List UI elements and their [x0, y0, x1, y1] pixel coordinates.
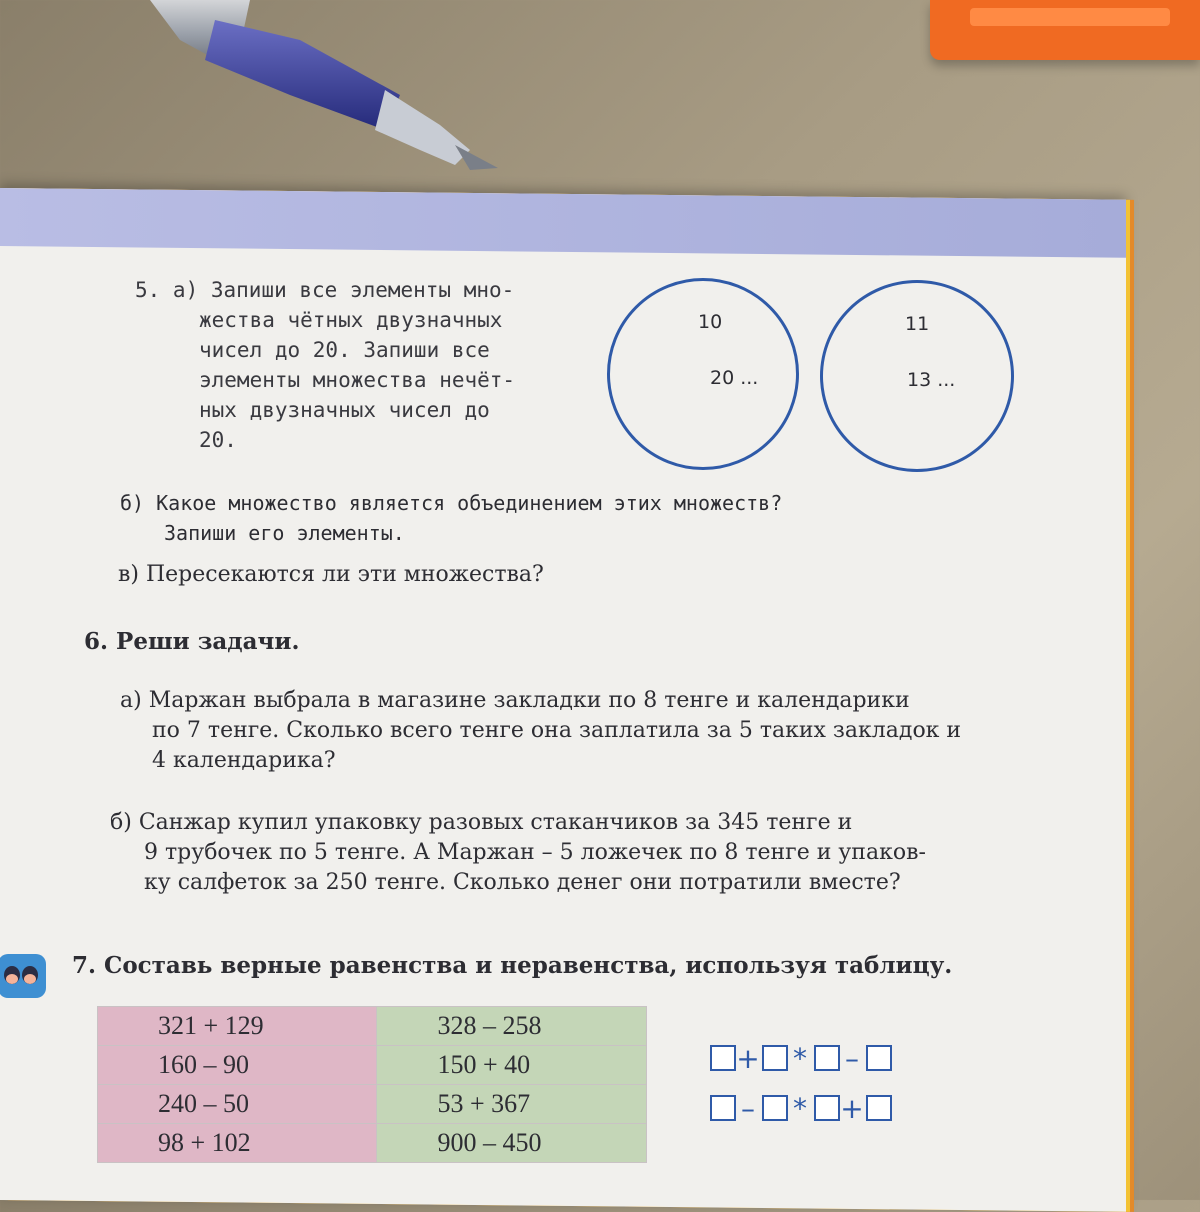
table-row — [98, 1085, 647, 1124]
operator: + — [736, 1042, 762, 1075]
page-header-band — [0, 188, 1126, 258]
operator: – — [845, 1042, 861, 1075]
operator: * — [793, 1092, 809, 1125]
task6-a-text — [120, 686, 1040, 776]
pair-work-icon — [0, 954, 46, 998]
blank-box — [814, 1045, 840, 1071]
blank-box — [710, 1095, 736, 1121]
task6-b-line: ку салфеток за 250 тенге. Сколько денег они потратили вместе? — [144, 870, 901, 895]
even-set-bottom-value: 20 ... — [710, 367, 759, 389]
blank-box — [866, 1095, 892, 1121]
task5-a-line: жества чётных двузначных — [199, 308, 503, 332]
odd-set-circle — [820, 280, 1014, 472]
task5-v-text: в) Пересекаются ли эти множества? — [118, 562, 544, 587]
task6-b-line: 9 трубочек по 5 тенге. А Маржан – 5 ложечек по 8 тенге и упаков- — [144, 840, 926, 865]
table-row — [98, 1046, 647, 1085]
task6-title: 6. Реши задачи. — [84, 628, 300, 655]
task5-a-line: чисел до 20. Запиши все — [199, 338, 490, 362]
table-cell: 328 – 258 — [377, 1007, 647, 1046]
operator: – — [741, 1092, 757, 1125]
task5-a-line: ных двузначных чисел до — [199, 398, 490, 422]
table-cell: 150 + 40 — [377, 1046, 647, 1085]
pen-icon — [0, 0, 520, 200]
expression-table — [97, 1006, 647, 1163]
table-cell: 160 – 90 — [98, 1046, 377, 1085]
task5-a-line: 20. — [199, 428, 237, 452]
task5-a-line: элементы множества нечёт- — [199, 368, 516, 392]
operator: + — [840, 1092, 866, 1125]
orange-object — [930, 0, 1200, 60]
table-cell: 53 + 367 — [377, 1085, 647, 1124]
task6-b-text — [110, 808, 1040, 898]
task6-b-line: б) Санжар купил упаковку разовых стаканчиков за 345 тенге и — [110, 810, 853, 835]
table-row — [98, 1124, 647, 1163]
blank-box — [762, 1095, 788, 1121]
blank-box — [762, 1045, 788, 1071]
blank-box — [866, 1045, 892, 1071]
task5-b-text — [120, 488, 1020, 548]
table-cell: 98 + 102 — [98, 1124, 377, 1163]
even-set-circle — [607, 278, 799, 470]
operator: * — [793, 1042, 809, 1075]
task5-a-text — [135, 275, 585, 455]
odd-set-bottom-value: 13 ... — [907, 369, 956, 391]
odd-set-top-value: 11 — [905, 313, 930, 335]
blank-box — [814, 1095, 840, 1121]
task7-title: 7. Составь верные равенства и неравенства, используя таблицу. — [72, 952, 953, 979]
table-cell: 240 – 50 — [98, 1085, 377, 1124]
task6-a-line: 4 календарика? — [152, 748, 336, 773]
equation-pattern-1 — [710, 1042, 892, 1075]
table-row — [98, 1007, 647, 1046]
table-cell: 321 + 129 — [98, 1007, 377, 1046]
table-cell: 900 – 450 — [377, 1124, 647, 1163]
task5-b-line: б) Какое множество является объединением этих множеств? — [120, 491, 783, 515]
even-set-top-value: 10 — [698, 311, 723, 333]
equation-pattern-2 — [710, 1092, 892, 1125]
task6-a-line: по 7 тенге. Сколько всего тенге она заплатила за 5 таких закладок и — [152, 718, 962, 743]
task5-a-line: 5. а) Запиши все элементы мно- — [135, 278, 515, 302]
task6-a-line: а) Маржан выбрала в магазине закладки по 8 тенге и календарики — [120, 688, 910, 713]
blank-box — [710, 1045, 736, 1071]
task5-b-line: Запиши его элементы. — [164, 521, 405, 545]
